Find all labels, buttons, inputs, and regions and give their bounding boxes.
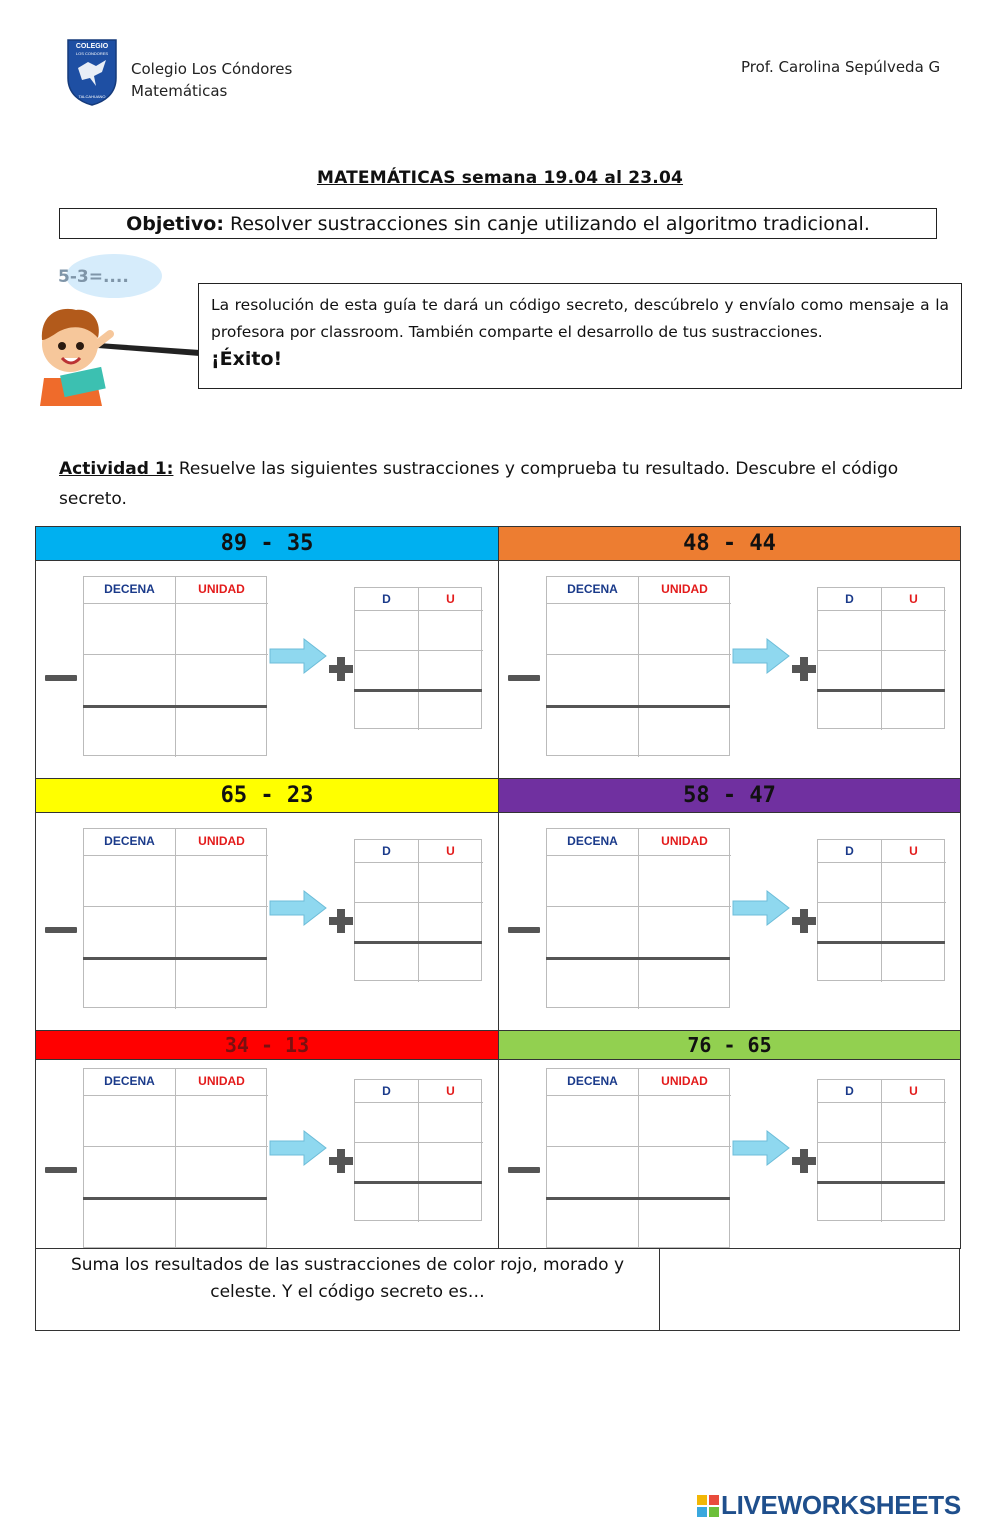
- activity-text: Resuelve las siguientes sustracciones y comprueba tu resultado. Descubre el código secreto.: [59, 459, 899, 509]
- minus-icon: [45, 1167, 77, 1173]
- arrow-right-icon: [268, 888, 328, 928]
- problem-header: 76 - 65: [499, 1031, 960, 1060]
- decena-header: DECENA: [567, 834, 618, 848]
- logo-text-sub: LOS CONDORES: [75, 51, 109, 56]
- u-header: U: [909, 844, 918, 858]
- logo-text-bottom: TALCAHUANO: [78, 94, 106, 99]
- check-table[interactable]: [354, 587, 482, 729]
- decena-header: DECENA: [104, 834, 155, 848]
- objective-box: [59, 208, 937, 239]
- decena-unidad-table[interactable]: [83, 576, 267, 756]
- problem-cell: [498, 1030, 961, 1249]
- unidad-header: UNIDAD: [661, 1074, 708, 1088]
- problem-header: 34 - 13: [36, 1031, 498, 1060]
- d-header: D: [382, 592, 391, 606]
- sum-instruction: Suma los resultados de las sustracciones de color rojo, morado y celeste. Y el código secreto es…: [36, 1249, 660, 1330]
- u-header: U: [446, 1084, 455, 1098]
- decena-header: DECENA: [104, 1074, 155, 1088]
- d-header: D: [845, 592, 854, 606]
- activity-description: [59, 454, 939, 514]
- activity-label: Actividad 1:: [59, 459, 174, 479]
- plus-icon: [328, 656, 354, 682]
- minus-icon: [508, 1167, 540, 1173]
- arrow-right-icon: [268, 1128, 328, 1168]
- d-header: D: [845, 1084, 854, 1098]
- arrow-right-icon: [731, 636, 791, 676]
- problem-cell: [35, 526, 499, 779]
- check-table[interactable]: [817, 1079, 945, 1221]
- plus-icon: [791, 908, 817, 934]
- unidad-header: UNIDAD: [198, 834, 245, 848]
- check-table[interactable]: [817, 587, 945, 729]
- decena-header: DECENA: [567, 1074, 618, 1088]
- objective-label: Objetivo:: [126, 213, 224, 235]
- arrow-right-icon: [268, 636, 328, 676]
- problem-cell: [498, 778, 961, 1031]
- brand-icon: [697, 1493, 719, 1515]
- d-header: D: [382, 844, 391, 858]
- decena-unidad-table[interactable]: [83, 1068, 267, 1248]
- objective-text: Resolver sustracciones sin canje utilizando el algoritmo tradicional.: [229, 213, 870, 235]
- logo-text-top: COLEGIO: [75, 43, 109, 50]
- plus-icon: [791, 656, 817, 682]
- problem-header: 58 - 47: [499, 779, 960, 813]
- unidad-header: UNIDAD: [198, 582, 245, 596]
- check-table[interactable]: [817, 839, 945, 981]
- subtraction-grid: [35, 526, 960, 1331]
- d-header: D: [382, 1084, 391, 1098]
- speech-bubble-text: 5-3=....: [58, 267, 129, 287]
- teacher-name: Prof. Carolina Sepúlveda G: [741, 58, 941, 76]
- decena-unidad-table[interactable]: [546, 828, 730, 1008]
- u-header: U: [909, 592, 918, 606]
- problem-cell: [35, 1030, 499, 1249]
- brand-watermark: [697, 1490, 961, 1521]
- brand-text: LIVEWORKSHEETS: [721, 1490, 961, 1520]
- u-header: U: [909, 1084, 918, 1098]
- decena-unidad-table[interactable]: [546, 1068, 730, 1248]
- school-line-2: Matemáticas: [131, 82, 228, 100]
- secret-code-row: [35, 1248, 960, 1331]
- decena-header: DECENA: [567, 582, 618, 596]
- instructions-note: [198, 283, 962, 389]
- note-text: La resolución de esta guía te dará un código secreto, descúbrelo y envíalo como mensaje a la profesora por classroom. También comparte el desarrollo de tus sustracciones.: [211, 296, 949, 341]
- minus-icon: [508, 675, 540, 681]
- plus-icon: [328, 1148, 354, 1174]
- decena-unidad-table[interactable]: [546, 576, 730, 756]
- arrow-right-icon: [731, 1128, 791, 1168]
- problem-header: 48 - 44: [499, 527, 960, 561]
- minus-icon: [45, 927, 77, 933]
- u-header: U: [446, 592, 455, 606]
- school-line-1: Colegio Los Cóndores: [131, 60, 293, 78]
- minus-icon: [508, 927, 540, 933]
- plus-icon: [791, 1148, 817, 1174]
- minus-icon: [45, 675, 77, 681]
- plus-icon: [328, 908, 354, 934]
- decena-header: DECENA: [104, 582, 155, 596]
- problem-cell: [35, 778, 499, 1031]
- school-name: [131, 58, 292, 102]
- page-title: MATEMÁTICAS semana 19.04 al 23.04: [316, 168, 684, 188]
- check-table[interactable]: [354, 839, 482, 981]
- arrow-right-icon: [731, 888, 791, 928]
- check-table[interactable]: [354, 1079, 482, 1221]
- problem-header: 89 - 35: [36, 527, 498, 561]
- secret-code-input[interactable]: [660, 1249, 959, 1330]
- problem-cell: [498, 526, 961, 779]
- unidad-header: UNIDAD: [661, 582, 708, 596]
- school-logo: [66, 38, 118, 106]
- student-illustration: [18, 248, 198, 408]
- decena-unidad-table[interactable]: [83, 828, 267, 1008]
- d-header: D: [845, 844, 854, 858]
- unidad-header: UNIDAD: [661, 834, 708, 848]
- problem-header: 65 - 23: [36, 779, 498, 813]
- note-exito: ¡Éxito!: [211, 348, 283, 370]
- unidad-header: UNIDAD: [198, 1074, 245, 1088]
- u-header: U: [446, 844, 455, 858]
